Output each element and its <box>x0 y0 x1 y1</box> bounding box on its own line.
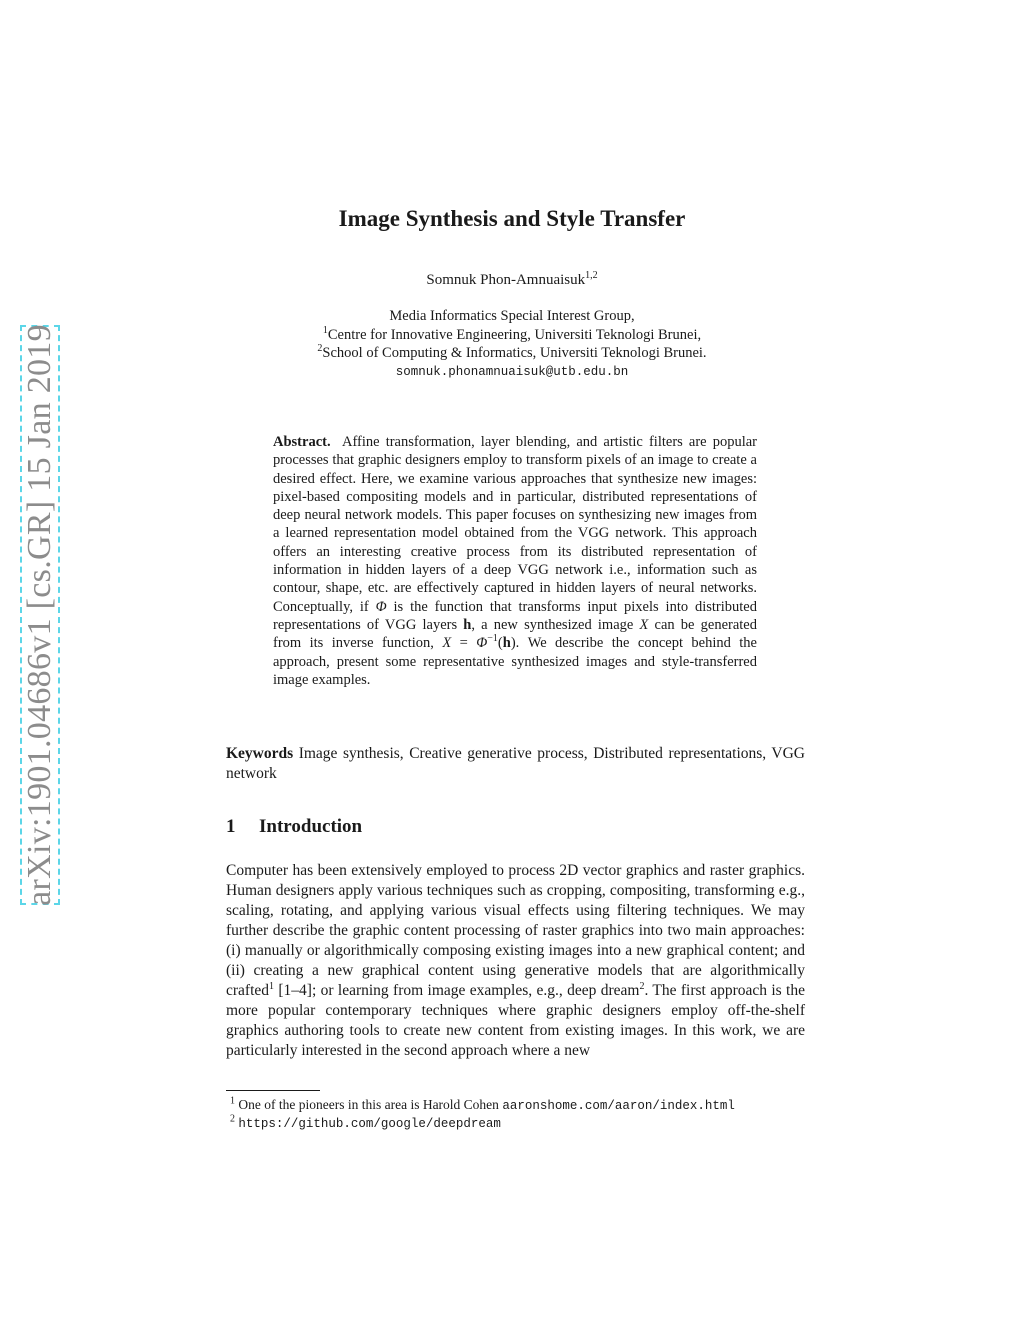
author-name: Somnuk Phon-Amnuaisuk <box>426 272 586 288</box>
footnote-mark: 1 <box>230 1095 235 1107</box>
body-text: [1–4]; or learning from image examples, e.g., deep dream <box>274 982 640 999</box>
keywords-text: Image synthesis, Creative generative process, Distributed representations, VGG network <box>226 745 805 782</box>
affiliation-line <box>0 327 1024 344</box>
arxiv-stamp[interactable] <box>20 325 60 905</box>
affiliation-mark: 1 <box>322 325 328 337</box>
abstract-text: . We describe the concept behind the approach, present some representative synthesized images and style-transferred image examples. <box>273 635 757 688</box>
author <box>0 272 1024 289</box>
abstract <box>273 433 757 689</box>
section-number: 1 <box>226 816 236 837</box>
section-heading <box>226 816 362 838</box>
phi-symbol: Φ <box>375 598 387 615</box>
abstract-text: can be generated from its inverse function, <box>273 616 757 652</box>
abstract-text: is the function that transforms input pixels into distributed representations of VGG layers <box>273 598 757 633</box>
affiliation-line <box>0 308 1024 325</box>
footnote-mark: 2 <box>230 1113 235 1125</box>
keywords <box>226 744 805 784</box>
formula-paren-open: ( <box>497 635 503 652</box>
abstract-label: Abstract. <box>273 434 331 450</box>
formula-superscript: −1 <box>487 633 498 645</box>
formula-eq: = <box>451 635 477 652</box>
footnote-link[interactable]: aaronshome.com/aaron/index.html <box>502 1099 735 1113</box>
body-paragraph <box>226 861 805 1061</box>
formula-h: h <box>502 635 511 652</box>
affiliation-mark: 2 <box>317 343 323 355</box>
author-email[interactable]: somnuk.phonamnuaisuk@utb.edu.bn <box>395 365 629 379</box>
affiliation-text: Media Informatics Special Interest Group, <box>389 308 635 324</box>
formula-phi: Φ <box>476 635 488 652</box>
abstract-text: Affine transformation, layer blending, and artistic filters are popular processes that graphic designers employ to transform pixels of an image to create a desired effect. Here, we examine various approaches that synthesize new images: pixel-based compositing models and in particular, distributed representations of deep neural network models. This paper focuses on synthesizing new images from a learned representation model obtained from the VGG network. This approach offers an interesting creative process from its distributed representation of information in hidden layers of a deep VGG network i.e., information such as contour, shape, etc. are effectively captured in hidden layers of neural networks. Conceptually, if <box>273 434 758 615</box>
body-text: Computer has been extensively employed to process 2D vector graphics and raster graphics. Human designers apply various techniques such as cropping, compositing, transforming e.g., scaling, rotating, and applying various visual effects using filtering techniques. We may further describe the graphic content processing of raster graphics into two main approaches: (i) manually or algorithmically composing existing images into a new graphical content; and (ii) creating a new graphical content using generative models that are algorithmically crafted <box>226 862 805 999</box>
abstract-text: , a new synthesized image <box>471 616 640 633</box>
affiliation-text: Centre for Innovative Engineering, Universiti Teknologi Brunei, <box>327 327 702 343</box>
formula-lhs: X <box>442 635 452 652</box>
keywords-label: Keywords <box>226 745 294 762</box>
footnote-ref[interactable]: 2 <box>639 980 645 992</box>
footnote <box>230 1114 501 1133</box>
footnote-ref[interactable]: 1 <box>269 980 275 992</box>
affiliation-line <box>0 345 1024 362</box>
arxiv-stamp-text: arXiv:1901.04686v1 [cs.GR] 15 Jan 2019 <box>21 324 58 906</box>
footnote-rule <box>226 1090 320 1091</box>
x-symbol: X <box>639 616 649 633</box>
paper-title: Image Synthesis and Style Transfer <box>338 206 686 231</box>
footnote-link[interactable]: https://github.com/google/deepdream <box>238 1117 501 1131</box>
body-text: . The first approach is the more popular contemporary techniques where graphic designers employ off-the-shelf graphics authoring tools to create new content from existing images. In this work, we are particularly interested in the second approach where a new <box>226 982 805 1059</box>
footnote-text: One of the pioneers in this area is Harold Cohen <box>238 1097 503 1112</box>
formula-paren-close: ) <box>510 635 516 652</box>
footnote <box>230 1096 735 1115</box>
affiliation-text: School of Computing & Informatics, Universiti Teknologi Brunei. <box>322 345 707 361</box>
section-title: Introduction <box>259 816 363 837</box>
h-symbol: h <box>463 616 472 633</box>
author-superscript: 1,2 <box>585 270 598 281</box>
